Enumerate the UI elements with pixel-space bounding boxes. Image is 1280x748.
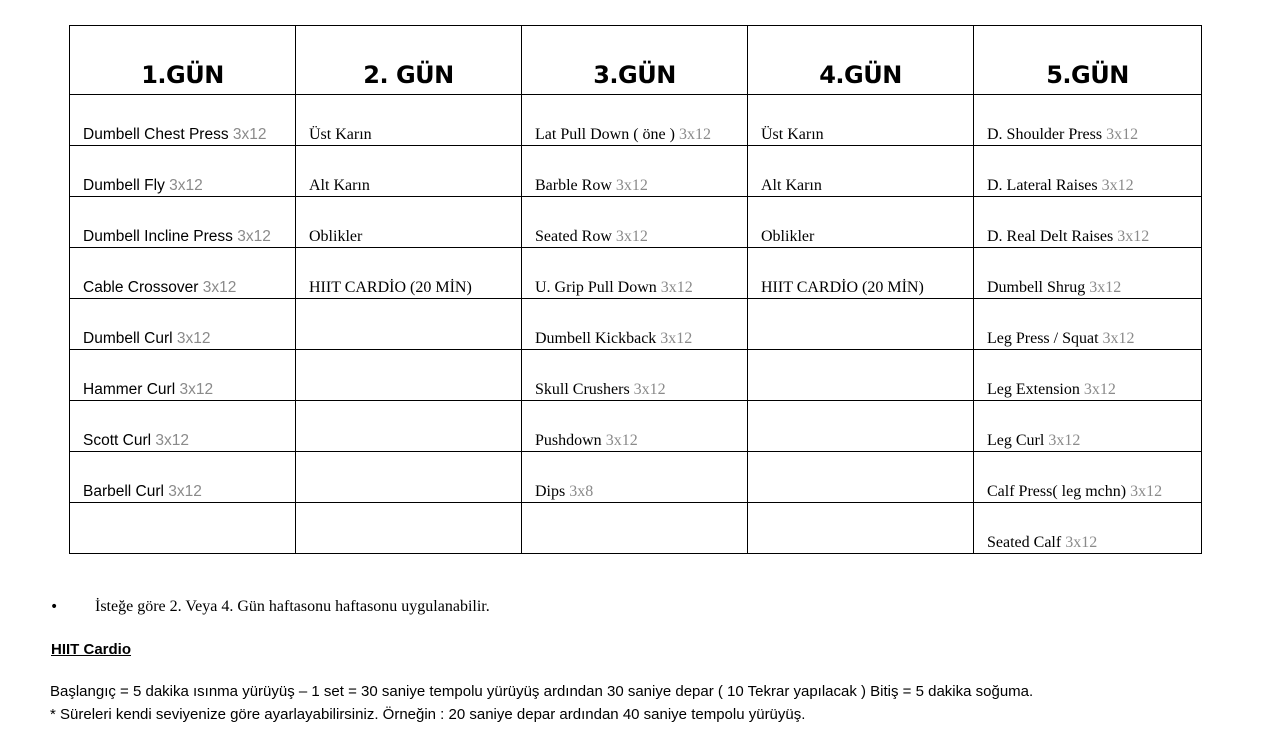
table-cell xyxy=(70,350,296,401)
exercise-sets: 3x12 xyxy=(660,330,693,347)
exercise-entry xyxy=(309,126,508,145)
exercise-name: Üst Karın xyxy=(761,126,824,143)
exercise-name: Dumbell Curl xyxy=(83,330,173,347)
exercise-entry xyxy=(309,228,508,247)
table-cell xyxy=(522,350,748,401)
exercise-sets: 3x12 xyxy=(660,279,693,296)
exercise-name: Oblikler xyxy=(309,228,363,245)
workout-table-body xyxy=(70,95,1202,554)
exercise-sets: 3x12 xyxy=(615,177,648,194)
exercise-entry xyxy=(535,126,734,145)
table-row xyxy=(70,248,1202,299)
exercise-name: Scott Curl xyxy=(83,432,152,449)
table-row xyxy=(70,299,1202,350)
table-cell xyxy=(974,452,1202,503)
table-cell xyxy=(974,197,1202,248)
exercise-sets: 3x12 xyxy=(615,228,648,245)
table-cell xyxy=(974,248,1202,299)
table-cell xyxy=(748,401,974,452)
table-cell xyxy=(974,146,1202,197)
day-5-header: 5.GÜN xyxy=(974,26,1202,95)
exercise-entry xyxy=(535,228,734,247)
exercise-sets: 3x8 xyxy=(569,483,594,500)
exercise-entry xyxy=(83,126,282,145)
exercise-name: Barbell Curl xyxy=(83,483,164,500)
exercise-entry xyxy=(83,279,282,298)
exercise-entry xyxy=(83,432,282,451)
table-row xyxy=(70,197,1202,248)
table-cell xyxy=(522,452,748,503)
hiit-instructions: Başlangıç = 5 dakika ısınma yürüyüş – 1 set = 30 saniye tempolu yürüyüş ardından 30 saniye depar ( 10 Tekrar yapılacak ) Bitiş = 5 dakika soğuma. xyxy=(50,683,1034,700)
table-cell xyxy=(974,350,1202,401)
exercise-name: Alt Karın xyxy=(761,177,822,194)
weekend-note-text: İsteğe göre 2. Veya 4. Gün haftasonu haftasonu uygulanabilir. xyxy=(95,598,490,615)
bullet-icon: • xyxy=(50,599,59,615)
exercise-entry xyxy=(987,432,1188,451)
exercise-entry xyxy=(987,330,1188,349)
exercise-sets: 3x12 xyxy=(1101,177,1134,194)
day-1-header: 1.GÜN xyxy=(70,26,296,95)
exercise-sets: 3x12 xyxy=(232,126,267,143)
exercise-entry xyxy=(535,483,734,502)
exercise-sets: 3x12 xyxy=(1102,330,1135,347)
table-cell xyxy=(296,299,522,350)
table-cell xyxy=(296,197,522,248)
exercise-name: D. Shoulder Press xyxy=(987,126,1103,143)
exercise-name: Leg Curl xyxy=(987,432,1045,449)
table-row xyxy=(70,503,1202,554)
table-row xyxy=(70,401,1202,452)
table-cell xyxy=(522,299,748,350)
exercise-sets: 3x12 xyxy=(1083,381,1116,398)
table-cell xyxy=(296,146,522,197)
table-cell xyxy=(296,248,522,299)
exercise-entry xyxy=(83,552,282,553)
exercise-entry xyxy=(535,552,734,553)
exercise-sets: 3x12 xyxy=(1117,228,1150,245)
exercise-sets: 3x12 xyxy=(169,177,203,194)
table-row xyxy=(70,350,1202,401)
exercise-name: Cable Crossover xyxy=(83,279,199,296)
exercise-entry xyxy=(987,126,1188,145)
exercise-name: U. Grip Pull Down xyxy=(535,279,657,296)
table-cell xyxy=(748,95,974,146)
exercise-entry xyxy=(535,279,734,298)
header-row xyxy=(70,26,1202,95)
table-row xyxy=(70,95,1202,146)
exercise-name: Barble Row xyxy=(535,177,612,194)
day-4-header: 4.GÜN xyxy=(748,26,974,95)
exercise-name: Alt Karın xyxy=(309,177,370,194)
exercise-name: Üst Karın xyxy=(309,126,372,143)
exercise-sets: 3x12 xyxy=(168,483,202,500)
exercise-entry xyxy=(761,228,960,247)
exercise-entry xyxy=(987,177,1188,196)
table-cell xyxy=(974,95,1202,146)
table-row xyxy=(70,146,1202,197)
exercise-sets: 3x12 xyxy=(1048,432,1081,449)
exercise-name: HIIT CARDİO (20 MİN) xyxy=(761,279,924,296)
exercise-name: Leg Press / Squat xyxy=(987,330,1099,347)
table-cell xyxy=(70,299,296,350)
table-cell xyxy=(748,503,974,554)
exercise-entry xyxy=(761,126,960,145)
exercise-name: Skull Crushers xyxy=(535,381,630,398)
exercise-name: Seated Calf xyxy=(987,534,1062,551)
exercise-sets: 3x12 xyxy=(1106,126,1139,143)
table-cell xyxy=(748,350,974,401)
exercise-entry xyxy=(987,483,1188,502)
exercise-name: Dips xyxy=(535,483,566,500)
exercise-entry xyxy=(83,330,282,349)
day-2-header: 2. GÜN xyxy=(296,26,522,95)
table-cell xyxy=(296,350,522,401)
exercise-entry xyxy=(987,228,1188,247)
exercise-name: D. Real Delt Raises xyxy=(987,228,1114,245)
exercise-entry xyxy=(987,279,1188,298)
exercise-entry xyxy=(535,432,734,451)
table-cell xyxy=(296,95,522,146)
exercise-entry xyxy=(309,279,508,298)
table-cell xyxy=(296,401,522,452)
exercise-name: Dumbell Shrug xyxy=(987,279,1086,296)
exercise-entry xyxy=(309,177,508,196)
exercise-entry xyxy=(83,177,282,196)
exercise-entry xyxy=(761,177,960,196)
exercise-name: D. Lateral Raises xyxy=(987,177,1098,194)
exercise-name: Dumbell Incline Press xyxy=(83,228,233,245)
table-cell xyxy=(70,146,296,197)
table-cell xyxy=(522,95,748,146)
exercise-entry xyxy=(761,552,960,553)
exercise-sets: 3x12 xyxy=(179,381,214,398)
table-cell xyxy=(748,452,974,503)
exercise-sets: 3x12 xyxy=(1065,534,1098,551)
table-cell xyxy=(522,146,748,197)
exercise-entry xyxy=(987,534,1188,553)
table-cell xyxy=(296,452,522,503)
table-cell xyxy=(70,95,296,146)
table-row xyxy=(70,452,1202,503)
table-cell xyxy=(974,401,1202,452)
table-cell xyxy=(974,503,1202,554)
table-cell xyxy=(748,197,974,248)
table-cell xyxy=(70,452,296,503)
exercise-sets: 3x12 xyxy=(237,228,271,245)
exercise-name: Oblikler xyxy=(761,228,815,245)
exercise-name: Dumbell Kickback xyxy=(535,330,657,347)
exercise-entry xyxy=(987,381,1188,400)
table-cell xyxy=(70,197,296,248)
exercise-name: Pushdown xyxy=(535,432,602,449)
workout-table xyxy=(69,25,1202,554)
exercise-entry xyxy=(83,381,282,400)
exercise-name: Lat Pull Down ( öne ) xyxy=(535,126,675,143)
exercise-name: HIIT CARDİO (20 MİN) xyxy=(309,279,472,296)
table-cell xyxy=(522,401,748,452)
exercise-entry xyxy=(83,228,282,247)
hiit-cardio-title: HIIT Cardio xyxy=(51,641,132,658)
exercise-sets: 3x12 xyxy=(678,126,711,143)
exercise-name: Seated Row xyxy=(535,228,612,245)
exercise-sets: 3x12 xyxy=(605,432,638,449)
exercise-sets: 3x12 xyxy=(1089,279,1122,296)
exercise-sets: 3x12 xyxy=(155,432,189,449)
table-cell xyxy=(748,146,974,197)
exercise-sets: 3x12 xyxy=(633,381,666,398)
table-cell xyxy=(522,248,748,299)
table-cell xyxy=(70,248,296,299)
exercise-entry xyxy=(83,483,282,502)
table-cell xyxy=(974,299,1202,350)
table-cell xyxy=(522,197,748,248)
table-cell xyxy=(296,503,522,554)
table-cell xyxy=(748,248,974,299)
table-cell xyxy=(70,503,296,554)
exercise-entry xyxy=(535,177,734,196)
exercise-entry xyxy=(761,279,960,298)
table-cell xyxy=(522,503,748,554)
exercise-entry xyxy=(535,330,734,349)
exercise-sets: 3x12 xyxy=(1130,483,1163,500)
exercise-name: Leg Extension xyxy=(987,381,1080,398)
exercise-name: Calf Press( leg mchn) xyxy=(987,483,1127,500)
exercise-entry xyxy=(535,381,734,400)
exercise-sets: 3x12 xyxy=(202,279,237,296)
hiit-note: * Süreleri kendi seviyenize göre ayarlayabilirsiniz. Örneğin : 20 saniye depar ardından 40 saniye tempolu yürüyüş. xyxy=(50,706,806,723)
day-3-header: 3.GÜN xyxy=(522,26,748,95)
weekend-note xyxy=(50,598,490,616)
exercise-entry xyxy=(309,552,508,553)
table-cell xyxy=(748,299,974,350)
exercise-sets: 3x12 xyxy=(176,330,211,347)
exercise-name: Hammer Curl xyxy=(83,381,176,398)
table-cell xyxy=(70,401,296,452)
exercise-name: Dumbell Fly xyxy=(83,177,165,194)
exercise-name: Dumbell Chest Press xyxy=(83,126,229,143)
